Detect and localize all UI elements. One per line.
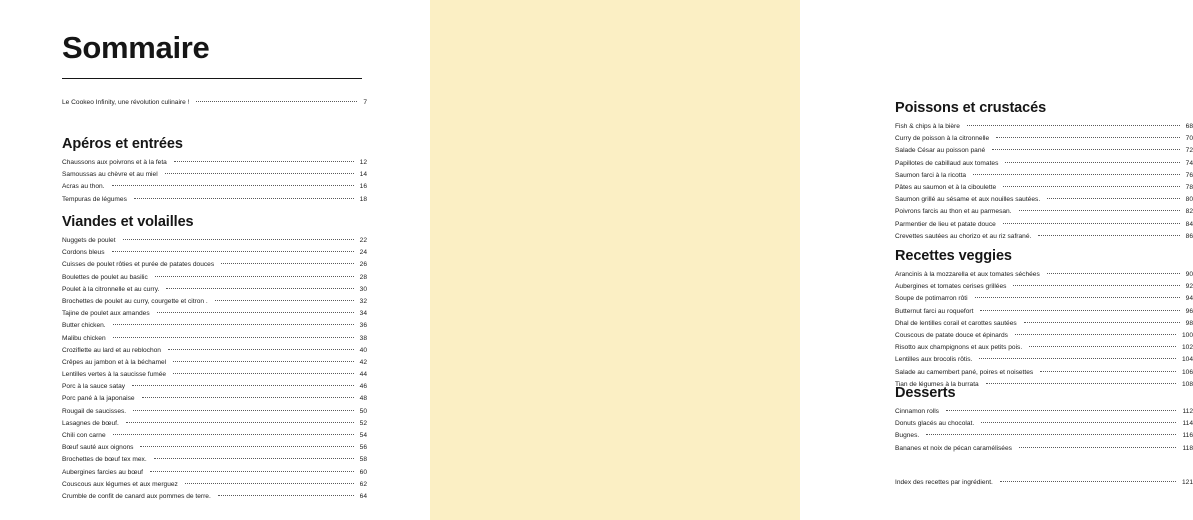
toc-label: Saumon farci à la ricotta [895, 171, 967, 179]
toc-label: Aubergines et tomates cerises grillées [895, 283, 1007, 291]
list-item[interactable] [895, 433, 1193, 440]
leader-dots [218, 495, 354, 496]
leader-dots [185, 483, 354, 484]
leader-dots [154, 458, 354, 459]
list-item[interactable] [62, 262, 367, 269]
list-item[interactable] [895, 272, 1193, 279]
leader-dots [173, 373, 354, 374]
list-item[interactable] [62, 311, 367, 318]
toc-page-number: 98 [1185, 319, 1193, 327]
leader-dots [142, 397, 354, 398]
leader-dots [215, 300, 354, 301]
list-item[interactable] [895, 296, 1193, 303]
toc-page-number: 76 [1185, 171, 1193, 179]
section-list [895, 272, 1193, 388]
list-item[interactable] [895, 222, 1193, 229]
list-item[interactable] [62, 160, 367, 167]
section-heading: Viandes et volailles [62, 214, 194, 230]
leader-dots [112, 251, 354, 252]
list-item[interactable] [62, 336, 367, 343]
toc-label: Boulettes de poulet au basilic [62, 273, 148, 281]
title-divider [62, 78, 362, 79]
toc-label: Cordons bleus [62, 249, 105, 257]
toc-page-number: 70 [1185, 135, 1193, 143]
toc-label: Pâtes au saumon et à la ciboulette [895, 183, 997, 191]
toc-page-number: 44 [359, 371, 367, 379]
toc-label: Crêpes au jambon et à la béchamel [62, 358, 167, 366]
list-item[interactable] [62, 457, 367, 464]
toc-page-number: 121 [1181, 479, 1193, 486]
toc-page-number: 26 [359, 261, 367, 269]
toc-label: Brochettes de bœuf tex mex. [62, 456, 147, 464]
toc-label: Acras au thon. [62, 183, 105, 191]
leader-dots [132, 385, 354, 386]
toc-page-number: 34 [359, 310, 367, 318]
toc-label: Crevettes sautées au chorizo et au riz safrané. [895, 232, 1032, 240]
toc-label: Rougail de saucisses. [62, 407, 127, 415]
section-heading: Poissons et crustacés [895, 100, 1047, 116]
section-heading: Apéros et entrées [62, 136, 183, 152]
toc-label: Salade César au poisson pané [895, 147, 986, 155]
toc-label: Couscous de patate douce et épinards [895, 331, 1008, 339]
leader-dots [221, 263, 354, 264]
toc-page-number: 106 [1181, 368, 1193, 376]
list-item[interactable] [62, 494, 367, 501]
toc-page-number: 46 [359, 383, 367, 391]
list-item[interactable] [62, 238, 367, 245]
list-item[interactable] [62, 372, 367, 379]
toc-page-number: 30 [359, 285, 367, 293]
right-page [430, 0, 1193, 520]
leader-dots [1038, 235, 1179, 236]
leader-dots [986, 383, 1176, 384]
leader-dots [174, 161, 354, 162]
toc-label: Parmentier de lieu et patate douce [895, 220, 996, 228]
section-poissons-et-crustaces [895, 100, 1193, 246]
toc-label: Bœuf sauté aux oignons [62, 444, 134, 452]
toc-label: Fish & chips à la bière [895, 123, 960, 130]
leader-dots [133, 410, 354, 411]
list-item[interactable] [62, 433, 367, 440]
list-item[interactable] [62, 409, 367, 416]
toc-label: Lentilles aux brocolis rôtis. [895, 356, 973, 364]
toc-label: Salade au camembert pané, poires et noisettes [895, 368, 1034, 376]
toc-page-number: 74 [1185, 159, 1193, 167]
toc-page-number: 86 [1185, 232, 1193, 240]
toc-page-number: 54 [359, 432, 367, 439]
toc-page-number: 118 [1182, 444, 1193, 452]
list-item[interactable] [62, 482, 367, 489]
list-item[interactable] [62, 470, 367, 477]
toc-label: Porc pané à la japonaise [62, 395, 135, 403]
toc-page-number: 36 [359, 322, 367, 330]
leader-dots [1003, 223, 1180, 224]
leader-dots [967, 125, 1180, 126]
list-item[interactable] [62, 360, 367, 367]
list-item[interactable] [895, 148, 1193, 155]
toc-page-number: 62 [359, 480, 367, 488]
toc-page-number: 104 [1181, 356, 1193, 364]
leader-dots [157, 312, 354, 313]
list-item[interactable] [62, 421, 367, 428]
leader-dots [134, 198, 354, 199]
leader-dots [973, 174, 1180, 175]
section-aperos-et-entrees [62, 136, 367, 209]
list-item[interactable] [895, 321, 1193, 328]
leader-dots [1005, 162, 1179, 163]
leader-dots [113, 434, 354, 435]
list-item[interactable] [62, 197, 367, 204]
list-item[interactable] [895, 309, 1193, 316]
list-item[interactable] [895, 345, 1193, 352]
toc-label: Couscous aux légumes et aux merguez [62, 480, 178, 488]
toc-page-number: 22 [359, 237, 367, 244]
toc-page-number: 16 [359, 183, 367, 191]
leader-dots [1029, 346, 1176, 347]
toc-page-number: 12 [359, 159, 367, 166]
leader-dots [926, 434, 1176, 435]
list-item[interactable] [895, 185, 1193, 192]
toc-page-number: 14 [359, 171, 367, 179]
toc-label: Poivrons farcis au thon et au parmesan. [895, 208, 1012, 216]
list-item[interactable] [895, 421, 1193, 428]
toc-label: Lasagnes de bœuf. [62, 419, 119, 427]
toc-label: Tian de légumes à la burrata [895, 380, 979, 388]
leader-dots [946, 410, 1177, 411]
toc-label: Curry de poisson à la citronnelle [895, 135, 990, 143]
intro-block [62, 100, 367, 112]
toc-page-number: 18 [359, 195, 367, 203]
index-entry[interactable] [895, 480, 1193, 492]
section-recettes-veggies [895, 248, 1193, 394]
toc-page-number: 24 [359, 249, 367, 257]
leader-dots [981, 422, 1176, 423]
list-item[interactable] [895, 197, 1193, 204]
list-item[interactable] [62, 250, 367, 257]
left-page [0, 0, 430, 520]
toc-label: Chili con carne [62, 432, 106, 439]
toc-label: Bananes et noix de pécan caramélisées [895, 444, 1012, 452]
toc-label: Risotto aux champignons et aux petits pois. [895, 344, 1023, 352]
list-item[interactable] [895, 357, 1193, 364]
toc-label: Tajine de poulet aux amandes [62, 310, 150, 318]
toc-label: Cinnamon rolls [895, 408, 939, 415]
section-heading: Recettes veggies [895, 248, 1012, 264]
toc-label: Lentilles vertes à la saucisse fumée [62, 371, 167, 379]
toc-page-number: 96 [1185, 307, 1193, 315]
leader-dots [996, 137, 1179, 138]
list-item[interactable] [62, 100, 367, 107]
leader-dots [1019, 210, 1180, 211]
list-item[interactable] [895, 409, 1193, 416]
list-item[interactable] [62, 299, 367, 306]
toc-page-number: 100 [1181, 331, 1193, 339]
list-item[interactable] [895, 446, 1193, 453]
toc-page-number: 52 [359, 419, 367, 427]
toc-page-number: 40 [359, 346, 367, 354]
toc-label: Chaussons aux poivrons et à la feta [62, 159, 167, 166]
list-item[interactable] [62, 287, 367, 294]
section-list [895, 124, 1193, 240]
toc-page-number: 102 [1181, 344, 1193, 352]
leader-dots [140, 446, 353, 447]
toc-page-number: 58 [359, 456, 367, 464]
leader-dots [166, 288, 353, 289]
toc-page-number: 92 [1185, 283, 1193, 291]
toc-label: Arancinis à la mozzarella et aux tomates séchées [895, 271, 1040, 278]
toc-page-number: 60 [359, 468, 367, 476]
toc-page-number: 28 [359, 273, 367, 281]
toc-label: Butternut farci au roquefort [895, 307, 974, 315]
section-viandes-et-volailles [62, 214, 367, 506]
list-item[interactable] [62, 275, 367, 282]
toc-label: Dhal de lentilles corail et carottes sautées [895, 319, 1017, 327]
toc-label: Brochettes de poulet au curry, courgette et citron . [62, 297, 208, 305]
page-title: Sommaire [62, 30, 210, 65]
toc-label: Aubergines farcies au bœuf [62, 468, 143, 476]
toc-page-number: 112 [1182, 408, 1193, 415]
section-list [895, 409, 1193, 452]
leader-dots [112, 185, 354, 186]
list-item[interactable] [62, 348, 367, 355]
list-item[interactable] [895, 370, 1193, 377]
toc-page-number: 42 [359, 358, 367, 366]
list-item[interactable] [62, 323, 367, 330]
toc-label: Tempuras de légumes [62, 195, 127, 203]
leader-dots [1047, 273, 1180, 274]
list-item[interactable] [62, 445, 367, 452]
leader-dots [150, 471, 354, 472]
toc-page-number: 116 [1182, 432, 1193, 440]
leader-dots [113, 324, 354, 325]
leader-dots [992, 149, 1179, 150]
leader-dots [1040, 371, 1176, 372]
toc-page-number: 50 [359, 407, 367, 415]
list-item[interactable] [62, 396, 367, 403]
leader-dots [173, 361, 354, 362]
leader-dots [165, 173, 354, 174]
toc-label: Malibu chicken [62, 334, 106, 342]
toc-page-number: 48 [359, 395, 367, 403]
leader-dots [126, 422, 354, 423]
toc-label: Saumon grillé au sésame et aux nouilles sautées. [895, 196, 1041, 204]
toc-label: Poulet à la citronnelle et au curry. [62, 285, 160, 293]
leader-dots [155, 276, 354, 277]
leader-dots [1015, 334, 1176, 335]
toc-page-number: 7 [363, 99, 367, 106]
list-item[interactable] [895, 161, 1193, 168]
leader-dots [1047, 198, 1180, 199]
leader-dots [196, 101, 357, 102]
leader-dots [975, 297, 1180, 298]
section-heading: Desserts [895, 385, 956, 401]
toc-page-number: 38 [359, 334, 367, 342]
list-item[interactable] [895, 333, 1193, 340]
list-item[interactable] [895, 136, 1193, 143]
toc-label: Crumble de confit de canard aux pommes de terre. [62, 492, 211, 500]
list-item[interactable] [895, 234, 1193, 241]
toc-page-number: 32 [359, 297, 367, 305]
list-item[interactable] [895, 209, 1193, 216]
toc-page-number: 114 [1182, 420, 1193, 428]
section-desserts [895, 385, 1193, 458]
toc-page-number: 82 [1185, 208, 1193, 216]
section-list [62, 238, 367, 501]
leader-dots [123, 239, 354, 240]
leader-dots [1019, 447, 1177, 448]
leader-dots [1024, 322, 1180, 323]
list-item[interactable] [895, 284, 1193, 291]
list-item[interactable] [895, 124, 1193, 131]
leader-dots [113, 337, 354, 338]
toc-label: Le Cookeo Infinity, une révolution culinaire ! [62, 99, 190, 106]
section-list [62, 160, 367, 203]
leader-dots [1013, 285, 1179, 286]
toc-page-number: 72 [1185, 147, 1193, 155]
toc-label: Papillotes de cabillaud aux tomates [895, 159, 999, 167]
list-item[interactable] [62, 184, 367, 191]
toc-label: Donuts glacés au chocolat. [895, 420, 975, 428]
list-item[interactable] [895, 480, 1193, 487]
toc-page-number: 90 [1185, 271, 1193, 278]
toc-page-number: 94 [1185, 295, 1193, 303]
intro-list [62, 100, 367, 107]
toc-page-number: 84 [1185, 220, 1193, 228]
leader-dots [979, 358, 1176, 359]
toc-label: Index des recettes par ingrédient. [895, 479, 993, 486]
list-item[interactable] [895, 173, 1193, 180]
toc-label: Nuggets de poulet [62, 237, 116, 244]
list-item[interactable] [62, 172, 367, 179]
toc-label: Soupe de potimarron rôti [895, 295, 968, 303]
toc-label: Cuisses de poulet rôties et purée de patates douces [62, 261, 215, 269]
toc-label: Butter chicken. [62, 322, 106, 330]
toc-label: Porc à la sauce satay [62, 383, 126, 391]
toc-page-number: 80 [1185, 196, 1193, 204]
toc-page-number: 56 [359, 444, 367, 452]
toc-page-number: 68 [1185, 123, 1193, 130]
toc-page-number: 78 [1185, 183, 1193, 191]
toc-label: Samoussas au chèvre et au miel [62, 171, 158, 179]
toc-label: Bugnes. [895, 432, 920, 440]
toc-page-number: 64 [359, 492, 367, 500]
list-item[interactable] [62, 384, 367, 391]
toc-label: Croziflette au lard et au reblochon [62, 346, 161, 354]
leader-dots [980, 310, 1179, 311]
leader-dots [1000, 481, 1176, 482]
leader-dots [168, 349, 354, 350]
toc-page-number: 108 [1181, 380, 1193, 388]
leader-dots [1003, 186, 1179, 187]
